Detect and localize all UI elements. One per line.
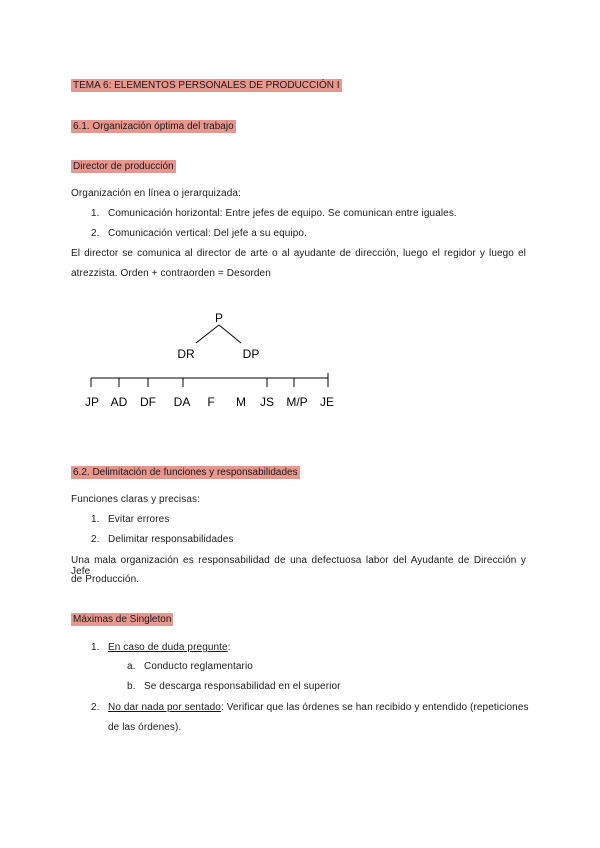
document-title: TEMA 6: ELEMENTOS PERSONALES DE PRODUCCIÓN I xyxy=(73,80,340,91)
diagram-role: AD xyxy=(110,395,128,409)
paragraph-line: Una mala organización es responsabilidad de una defectuosa labor del Ayudante de Dirección y Jefe xyxy=(71,555,526,577)
list-item: Comunicación horizontal: Entre jefes de equipo. Se comunican entre iguales. xyxy=(108,208,457,219)
list-number: 2. xyxy=(91,534,100,545)
maxim-item-2 xyxy=(108,702,529,713)
diagram-node-dp: DP xyxy=(242,347,260,361)
list-number: 1. xyxy=(91,514,100,525)
org-chart-diagram xyxy=(80,305,340,415)
subheading-director-produccion: Director de producción xyxy=(73,161,174,172)
diagram-role: M/P xyxy=(286,395,308,409)
list-number: 2. xyxy=(91,702,100,713)
diagram-role: DF xyxy=(140,395,156,409)
section-heading-6-2: 6.2. Delimitación de funciones y responsabilidades xyxy=(73,467,298,478)
maxim-rest: : Verificar que las órdenes se han recibido y entendido (repeticiones xyxy=(220,702,529,713)
maxim-suffix: : xyxy=(227,642,231,653)
diagram-role: JP xyxy=(84,395,100,409)
list-number: 1. xyxy=(91,208,100,219)
list-item: Delimitar responsabilidades xyxy=(108,534,234,545)
subheading-maximas-singleton: Máximas de Singleton xyxy=(73,614,172,625)
maxim-item-1 xyxy=(108,642,231,653)
list-item: Comunicación vertical: Del jefe a su equipo. xyxy=(108,228,307,239)
list-number: 2. xyxy=(91,228,100,239)
diagram-branch-right xyxy=(219,325,241,343)
diagram-role: DA xyxy=(173,395,191,409)
diagram-branch-left xyxy=(196,325,219,343)
sublist-item: Conducto reglamentario xyxy=(144,661,253,672)
paragraph-line: de Producción. xyxy=(71,574,140,585)
paragraph-line: El director se comunica al director de arte o al ayudante de dirección, luego el regidor y luego el xyxy=(71,248,526,259)
list-number: 1. xyxy=(91,642,100,653)
sublist-letter: b. xyxy=(127,681,136,692)
list-item: Evitar errores xyxy=(108,514,170,525)
sublist-letter: a. xyxy=(127,661,136,672)
section-heading-6-1: 6.1. Organización óptima del trabajo xyxy=(73,121,234,132)
maxim-label: No dar nada por sentado xyxy=(108,702,221,713)
org-intro: Organización en línea o jerarquizada: xyxy=(71,188,241,199)
diagram-role: JS xyxy=(259,395,275,409)
functions-intro: Funciones claras y precisas: xyxy=(71,494,200,505)
sublist-item: Se descarga responsabilidad en el superior xyxy=(144,681,341,692)
maxim-label: En caso de duda pregunte xyxy=(108,642,228,653)
paragraph-line: atrezzista. Orden + contraorden = Desorden xyxy=(71,268,271,279)
diagram-role: F xyxy=(207,395,215,409)
diagram-role: JE xyxy=(319,395,335,409)
diagram-role: M xyxy=(236,395,246,409)
diagram-node-dr: DR xyxy=(177,347,195,361)
diagram-top-node: P xyxy=(214,311,224,325)
maxim-item-2-continuation: de las órdenes). xyxy=(108,722,182,733)
